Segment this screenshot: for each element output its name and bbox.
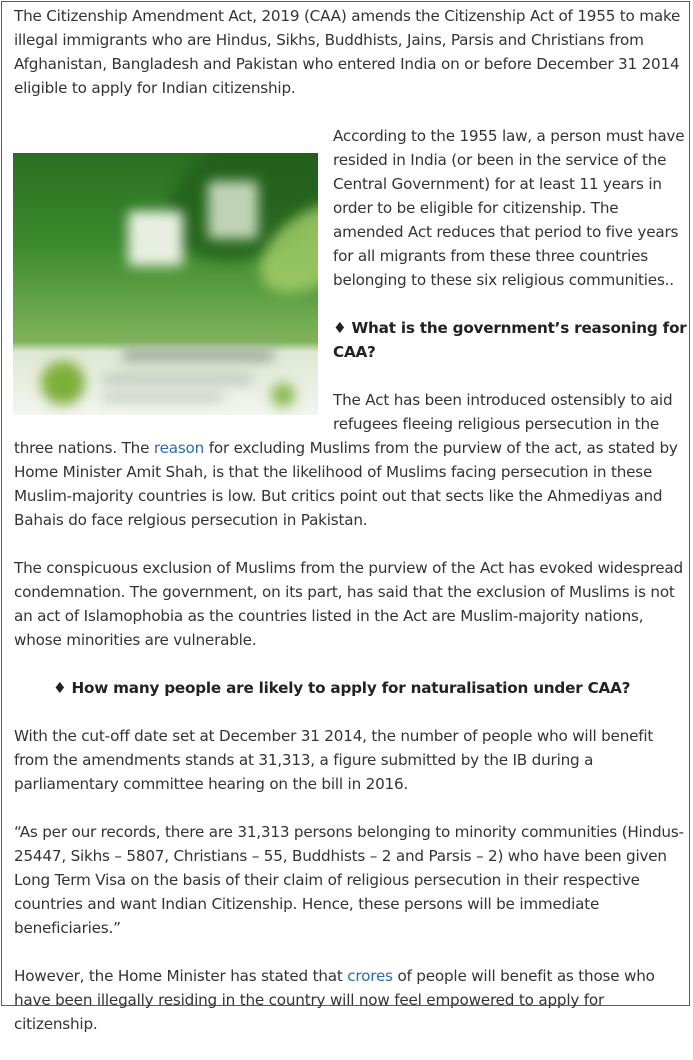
cutoff-paragraph: With the cut-off date set at December 31 2014, the number of people who will benefit from the amendments stands at 31,313, a figure submitted by the IB during a parliamentary committee hearing on the bill in 2016. — [14, 727, 654, 793]
crores-link[interactable]: crores — [347, 967, 393, 985]
article-body — [14, 4, 692, 1060]
question-heading-reasoning: ♦ What is the government’s reasoning for CAA? — [333, 319, 687, 361]
intro-paragraph: The Citizenship Amendment Act, 2019 (CAA) amends the Citizenship Act of 1955 to make illegal immigrants who are Hindus, Sikhs, Buddhists, Jains, Parsis and Christians from Afghanistan, Bangladesh and Pakistan who entered India on or before December 31 2014 eligible to apply for Indian citizenship. — [14, 7, 681, 97]
blurred-article-image — [13, 153, 318, 415]
reasoning-text-start: The Act has been introduced ostensibly to aid refugees fleeing religious persecution in the three nations. The — [14, 391, 673, 457]
reason-link[interactable]: reason — [153, 439, 205, 457]
reasoning-text-end: for excluding Muslims from the purview of the act, as stated by Home Minister Amit Shah, is that the likelihood of Muslims facing persecution in these Muslim-majority countries is low. But critics point out that sects like the Ahmediyas and Bahais do face relgious persecution in Pakistan. — [14, 439, 678, 529]
quote-paragraph: “As per our records, there are 31,313 persons belonging to minority communities (Hindus- 25447, Sikhs – 5807, Christians – 55, Buddhists – 2 and Parsis – 2) who have been given Long Term Visa on the basis of their claim of religious persecution in their respective countries and want Indian Citizenship. Hence, these persons will be immediate beneficiaries.” — [14, 823, 684, 937]
final-text-start: However, the Home Minister has stated that — [14, 967, 348, 985]
final-paragraph — [14, 964, 692, 1036]
final-text-end: of people will benefit as those who have been illegally residing in the country will now feel empowered to apply for citizenship. — [14, 967, 655, 1033]
exclusion-paragraph: The conspicuous exclusion of Muslims from the purview of the Act has evoked widespread condemnation. The government, on its part, has said that the exclusion of Muslims is not an act of Islamophobia as the countries listed in the Act are Muslim-majority nations, whose minorities are vulnerable. — [14, 559, 683, 649]
law-paragraph: According to the 1955 law, a person must have resided in India (or been in the service of the Central Government) for at least 11 years in order to be eligible for citizenship. The amended Act reduces that period to five years for all migrants from these three countries belonging to these six religious communities.. — [333, 127, 685, 289]
question-heading-naturalisation: ♦ How many people are likely to apply for naturalisation under CAA? — [53, 679, 631, 697]
